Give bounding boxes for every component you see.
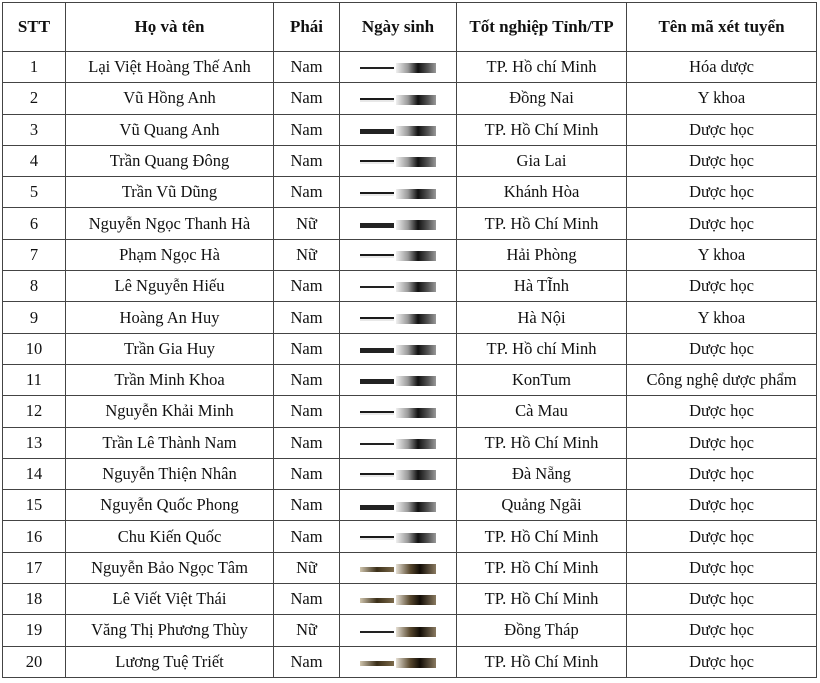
- redaction-bar: [360, 593, 436, 607]
- cell-name: Nguyễn Quốc Phong: [66, 490, 274, 521]
- redaction-bar: [360, 437, 436, 451]
- cell-dob-redacted: [340, 552, 457, 583]
- cell-stt: 17: [3, 552, 66, 583]
- cell-major: Công nghệ dược phẩm: [627, 364, 817, 395]
- cell-name: Nguyễn Thiện Nhân: [66, 458, 274, 489]
- cell-major: Dược học: [627, 177, 817, 208]
- table-row: [3, 427, 817, 458]
- cell-name: Vũ Hồng Anh: [66, 83, 274, 114]
- cell-dob-redacted: [340, 177, 457, 208]
- cell-gender: Nam: [274, 364, 340, 395]
- redaction-bar: [360, 312, 436, 326]
- redaction-bar: [360, 124, 436, 138]
- cell-province: TP. Hồ Chí Minh: [457, 114, 627, 145]
- cell-gender: Nữ: [274, 615, 340, 646]
- cell-province: KonTum: [457, 364, 627, 395]
- cell-stt: 20: [3, 646, 66, 677]
- cell-name: Chu Kiến Quốc: [66, 521, 274, 552]
- cell-name: Hoàng An Huy: [66, 302, 274, 333]
- cell-stt: 10: [3, 333, 66, 364]
- cell-gender: Nam: [274, 584, 340, 615]
- cell-gender: Nam: [274, 271, 340, 302]
- cell-major: Dược học: [627, 396, 817, 427]
- cell-major: Dược học: [627, 615, 817, 646]
- cell-stt: 18: [3, 584, 66, 615]
- cell-gender: Nam: [274, 427, 340, 458]
- table-row: [3, 271, 817, 302]
- header-gender: Phái: [274, 3, 340, 52]
- cell-stt: 12: [3, 396, 66, 427]
- cell-stt: 11: [3, 364, 66, 395]
- redaction-bar: [360, 531, 436, 545]
- cell-province: TP. Hồ chí Minh: [457, 52, 627, 83]
- cell-major: Dược học: [627, 271, 817, 302]
- table-row: [3, 521, 817, 552]
- cell-major: Hóa dược: [627, 52, 817, 83]
- cell-dob-redacted: [340, 52, 457, 83]
- redaction-bar: [360, 625, 436, 639]
- cell-dob-redacted: [340, 490, 457, 521]
- cell-province: TP. Hồ Chí Minh: [457, 646, 627, 677]
- cell-major: Y khoa: [627, 83, 817, 114]
- cell-name: Phạm Ngọc Hà: [66, 239, 274, 270]
- cell-name: Trần Quang Đông: [66, 145, 274, 176]
- redaction-bar: [360, 500, 436, 514]
- cell-gender: Nam: [274, 83, 340, 114]
- cell-stt: 14: [3, 458, 66, 489]
- table-row: [3, 364, 817, 395]
- table-row: [3, 584, 817, 615]
- cell-dob-redacted: [340, 302, 457, 333]
- cell-dob-redacted: [340, 364, 457, 395]
- redaction-bar: [360, 218, 436, 232]
- cell-dob-redacted: [340, 396, 457, 427]
- cell-stt: 7: [3, 239, 66, 270]
- admission-table: [2, 2, 817, 678]
- cell-gender: Nam: [274, 114, 340, 145]
- cell-major: Dược học: [627, 646, 817, 677]
- cell-gender: Nữ: [274, 239, 340, 270]
- cell-dob-redacted: [340, 646, 457, 677]
- cell-name: Trần Minh Khoa: [66, 364, 274, 395]
- cell-province: Cà Mau: [457, 396, 627, 427]
- table-row: [3, 458, 817, 489]
- table-row: [3, 52, 817, 83]
- redaction-bar: [360, 187, 436, 201]
- table-row: [3, 615, 817, 646]
- redaction-bar: [360, 406, 436, 420]
- cell-stt: 16: [3, 521, 66, 552]
- cell-name: Nguyễn Khải Minh: [66, 396, 274, 427]
- cell-dob-redacted: [340, 615, 457, 646]
- redaction-bar: [360, 61, 436, 75]
- cell-gender: Nam: [274, 302, 340, 333]
- cell-province: Khánh Hòa: [457, 177, 627, 208]
- cell-major: Dược học: [627, 490, 817, 521]
- cell-major: Dược học: [627, 145, 817, 176]
- cell-stt: 4: [3, 145, 66, 176]
- table-row: [3, 333, 817, 364]
- cell-name: Lê Viết Việt Thái: [66, 584, 274, 615]
- cell-name: Trần Gia Huy: [66, 333, 274, 364]
- cell-province: Gia Lai: [457, 145, 627, 176]
- cell-province: TP. Hồ Chí Minh: [457, 552, 627, 583]
- cell-gender: Nam: [274, 177, 340, 208]
- redaction-bar: [360, 249, 436, 263]
- cell-stt: 13: [3, 427, 66, 458]
- redaction-bar: [360, 656, 436, 670]
- cell-major: Dược học: [627, 114, 817, 145]
- cell-province: Hải Phòng: [457, 239, 627, 270]
- cell-gender: Nam: [274, 458, 340, 489]
- cell-province: TP. Hồ Chí Minh: [457, 427, 627, 458]
- table-row: [3, 396, 817, 427]
- cell-stt: 9: [3, 302, 66, 333]
- cell-stt: 15: [3, 490, 66, 521]
- redaction-bar: [360, 374, 436, 388]
- cell-province: Quảng Ngãi: [457, 490, 627, 521]
- cell-name: Văng Thị Phương Thùy: [66, 615, 274, 646]
- cell-province: Hà Nội: [457, 302, 627, 333]
- cell-province: Hà TĨnh: [457, 271, 627, 302]
- cell-gender: Nam: [274, 145, 340, 176]
- cell-province: TP. Hồ Chí Minh: [457, 521, 627, 552]
- table-row: [3, 490, 817, 521]
- cell-name: Nguyễn Bảo Ngọc Tâm: [66, 552, 274, 583]
- cell-stt: 3: [3, 114, 66, 145]
- table-row: [3, 302, 817, 333]
- cell-dob-redacted: [340, 145, 457, 176]
- redaction-bar: [360, 280, 436, 294]
- cell-province: Đồng Nai: [457, 83, 627, 114]
- cell-dob-redacted: [340, 584, 457, 615]
- table-row: [3, 208, 817, 239]
- cell-major: Dược học: [627, 208, 817, 239]
- header-row: [3, 3, 817, 52]
- cell-major: Dược học: [627, 552, 817, 583]
- cell-gender: Nam: [274, 396, 340, 427]
- cell-province: Đà Nẵng: [457, 458, 627, 489]
- table-row: [3, 83, 817, 114]
- cell-name: Trần Lê Thành Nam: [66, 427, 274, 458]
- cell-province: TP. Hồ Chí Minh: [457, 208, 627, 239]
- redaction-bar: [360, 562, 436, 576]
- cell-name: Vũ Quang Anh: [66, 114, 274, 145]
- cell-dob-redacted: [340, 208, 457, 239]
- header-province: Tốt nghiệp Tỉnh/TP: [457, 3, 627, 52]
- cell-province: TP. Hồ chí Minh: [457, 333, 627, 364]
- cell-gender: Nam: [274, 52, 340, 83]
- table-row: [3, 177, 817, 208]
- table-row: [3, 552, 817, 583]
- cell-name: Lại Việt Hoàng Thế Anh: [66, 52, 274, 83]
- header-major: Tên mã xét tuyển: [627, 3, 817, 52]
- cell-stt: 5: [3, 177, 66, 208]
- cell-major: Y khoa: [627, 239, 817, 270]
- table-row: [3, 239, 817, 270]
- table-row: [3, 145, 817, 176]
- cell-dob-redacted: [340, 427, 457, 458]
- redaction-bar: [360, 93, 436, 107]
- cell-major: Dược học: [627, 521, 817, 552]
- cell-dob-redacted: [340, 239, 457, 270]
- cell-gender: Nam: [274, 521, 340, 552]
- cell-major: Dược học: [627, 333, 817, 364]
- cell-gender: Nam: [274, 490, 340, 521]
- cell-name: Trần Vũ Dũng: [66, 177, 274, 208]
- table-row: [3, 646, 817, 677]
- cell-dob-redacted: [340, 83, 457, 114]
- cell-province: TP. Hồ Chí Minh: [457, 584, 627, 615]
- table-row: [3, 114, 817, 145]
- cell-major: Dược học: [627, 427, 817, 458]
- header-dob: Ngày sinh: [340, 3, 457, 52]
- cell-gender: Nữ: [274, 208, 340, 239]
- cell-name: Lê Nguyễn Hiếu: [66, 271, 274, 302]
- cell-dob-redacted: [340, 458, 457, 489]
- cell-stt: 1: [3, 52, 66, 83]
- cell-stt: 2: [3, 83, 66, 114]
- cell-name: Nguyễn Ngọc Thanh Hà: [66, 208, 274, 239]
- cell-province: Đồng Tháp: [457, 615, 627, 646]
- redaction-bar: [360, 343, 436, 357]
- redaction-bar: [360, 155, 436, 169]
- cell-name: Lương Tuệ Triết: [66, 646, 274, 677]
- cell-stt: 19: [3, 615, 66, 646]
- cell-dob-redacted: [340, 333, 457, 364]
- header-stt: STT: [3, 3, 66, 52]
- cell-major: Y khoa: [627, 302, 817, 333]
- cell-dob-redacted: [340, 271, 457, 302]
- header-name: Họ và tên: [66, 3, 274, 52]
- cell-gender: Nam: [274, 333, 340, 364]
- cell-dob-redacted: [340, 114, 457, 145]
- cell-dob-redacted: [340, 521, 457, 552]
- cell-stt: 6: [3, 208, 66, 239]
- cell-major: Dược học: [627, 458, 817, 489]
- cell-stt: 8: [3, 271, 66, 302]
- cell-gender: Nữ: [274, 552, 340, 583]
- redaction-bar: [360, 468, 436, 482]
- cell-major: Dược học: [627, 584, 817, 615]
- cell-gender: Nam: [274, 646, 340, 677]
